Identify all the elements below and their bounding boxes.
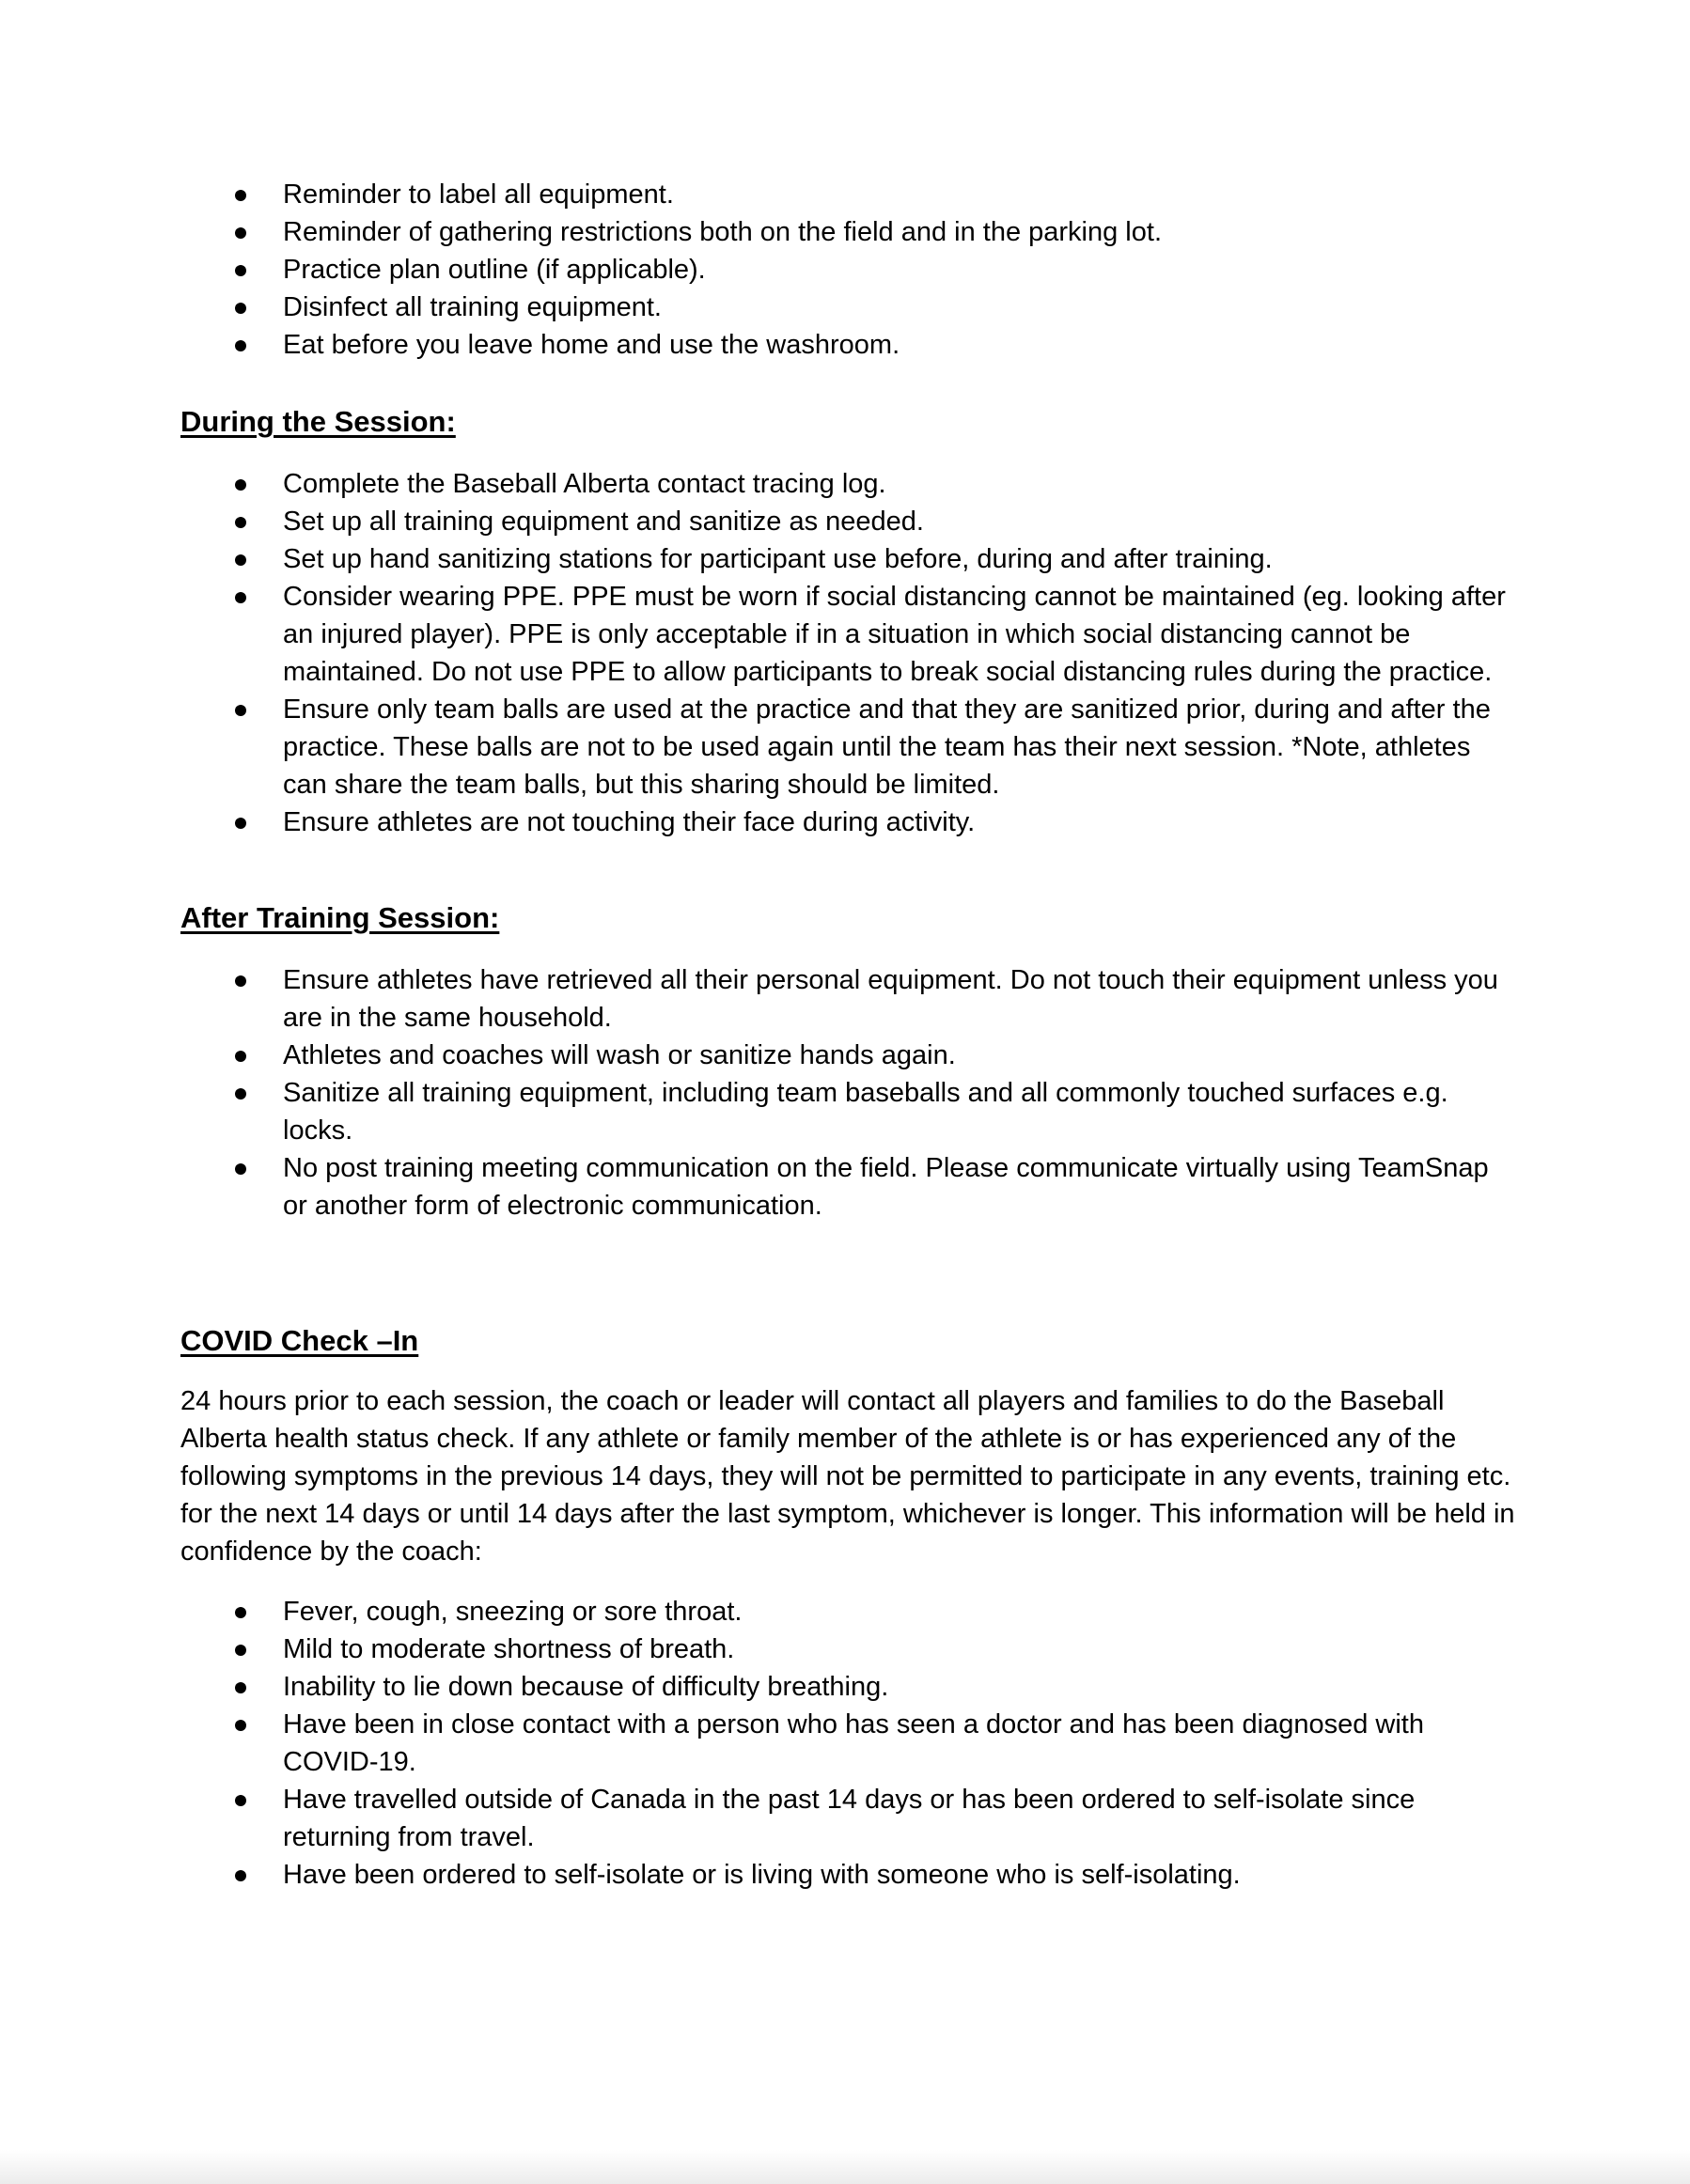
list-item [180, 961, 1515, 1037]
list-item [180, 691, 1515, 803]
list-item-text: Have travelled outside of Canada in the past 14 days or has been ordered to self-isolate since returning from travel. [283, 1785, 1416, 1852]
bullet-icon [235, 340, 246, 351]
list-item-text: Ensure athletes are not touching their face during activity. [283, 807, 976, 837]
list-item-text: Set up hand sanitizing stations for participant use before, during and after training. [283, 544, 1273, 574]
list-item-text: Reminder of gathering restrictions both on the field and in the parking lot. [283, 217, 1162, 247]
during-bullet-list [180, 465, 1515, 841]
list-item [180, 1706, 1515, 1781]
bullet-icon [235, 1870, 246, 1881]
bullet-icon [235, 303, 246, 314]
section-heading-covid: COVID Check –In [180, 1324, 419, 1357]
list-item [180, 251, 1515, 289]
list-item-text: Have been ordered to self-isolate or is living with someone who is self-isolating. [283, 1860, 1241, 1890]
list-item [180, 540, 1515, 578]
document-page [180, 176, 1515, 1894]
bullet-icon [235, 1163, 246, 1175]
list-item-text: Practice plan outline (if applicable). [283, 255, 706, 285]
list-item [180, 289, 1515, 326]
list-item [180, 213, 1515, 251]
bullet-icon [235, 517, 246, 528]
list-item-text: Fever, cough, sneezing or sore throat. [283, 1597, 743, 1627]
bullet-icon [235, 190, 246, 201]
bullet-icon [235, 554, 246, 566]
bullet-icon [235, 818, 246, 829]
list-item [180, 176, 1515, 213]
list-item-text: Sanitize all training equipment, including team baseballs and all commonly touched surfaces e.g. locks. [283, 1078, 1448, 1146]
list-item [180, 1781, 1515, 1856]
list-item-text: Ensure athletes have retrieved all their personal equipment. Do not touch their equipment unless you are in the same household. [283, 965, 1498, 1033]
list-item [180, 1668, 1515, 1706]
page-bottom-edge [0, 2150, 1690, 2184]
bullet-icon [235, 1607, 246, 1618]
list-item-text: Complete the Baseball Alberta contact tracing log. [283, 469, 886, 499]
list-item-text: Consider wearing PPE. PPE must be worn if social distancing cannot be maintained (eg. looking after an injured player). PPE is only acceptable if in a situation in which social distancing cannot be maintained. Do not use PPE to allow participants to break social distancing rules during the practice. [283, 582, 1506, 687]
list-item-text: Athletes and coaches will wash or sanitize hands again. [283, 1040, 956, 1070]
list-item [180, 1074, 1515, 1149]
list-item [180, 578, 1515, 691]
bullet-icon [235, 1088, 246, 1100]
list-item [180, 803, 1515, 841]
bullet-icon [235, 705, 246, 716]
list-item [180, 1149, 1515, 1225]
list-item-text: Have been in close contact with a person who has seen a doctor and has been diagnosed with COVID-19. [283, 1709, 1424, 1777]
list-item [180, 503, 1515, 540]
list-item [180, 465, 1515, 503]
bullet-icon [235, 975, 246, 987]
list-item [180, 1037, 1515, 1074]
list-item-text: Disinfect all training equipment. [283, 292, 662, 322]
bullet-icon [235, 1051, 246, 1062]
list-item-text: Ensure only team balls are used at the practice and that they are sanitized prior, during and after the practice. These balls are not to be used again until the team has their next session. *Note, athletes can share the team balls, but this sharing should be limited. [283, 694, 1491, 800]
bullet-icon [235, 1682, 246, 1693]
list-item-text: Reminder to label all equipment. [283, 179, 674, 210]
bullet-icon [235, 1645, 246, 1656]
list-item-text: Mild to moderate shortness of breath. [283, 1634, 735, 1664]
bullet-icon [235, 1720, 246, 1731]
section-heading-after: After Training Session: [180, 901, 500, 934]
bullet-icon [235, 592, 246, 603]
section-heading-during: During the Session: [180, 405, 456, 438]
list-item [180, 1630, 1515, 1668]
covid-symptom-list [180, 1593, 1515, 1894]
after-bullet-list [180, 961, 1515, 1225]
list-item-text: Eat before you leave home and use the washroom. [283, 330, 900, 360]
covid-paragraph: 24 hours prior to each session, the coach or leader will contact all players and families to do the Baseball Alberta health status check. If any athlete or family member of the athlete is or has experienced any of the following symptoms in the previous 14 days, they will not be permitted to participate in any events, training etc. for the next 14 days or until 14 days after the last symptom, whichever is longer. This information will be held in confidence by the coach: [180, 1386, 1515, 1567]
bullet-icon [235, 227, 246, 239]
intro-bullet-list [180, 176, 1515, 364]
bullet-icon [235, 1795, 246, 1806]
list-item-text: No post training meeting communication on the field. Please communicate virtually using TeamSnap or another form of electronic communication. [283, 1153, 1489, 1221]
bullet-icon [235, 479, 246, 491]
list-item [180, 1856, 1515, 1894]
list-item-text: Set up all training equipment and sanitize as needed. [283, 507, 924, 537]
list-item [180, 326, 1515, 364]
bullet-icon [235, 265, 246, 276]
list-item-text: Inability to lie down because of difficulty breathing. [283, 1672, 889, 1702]
list-item [180, 1593, 1515, 1630]
